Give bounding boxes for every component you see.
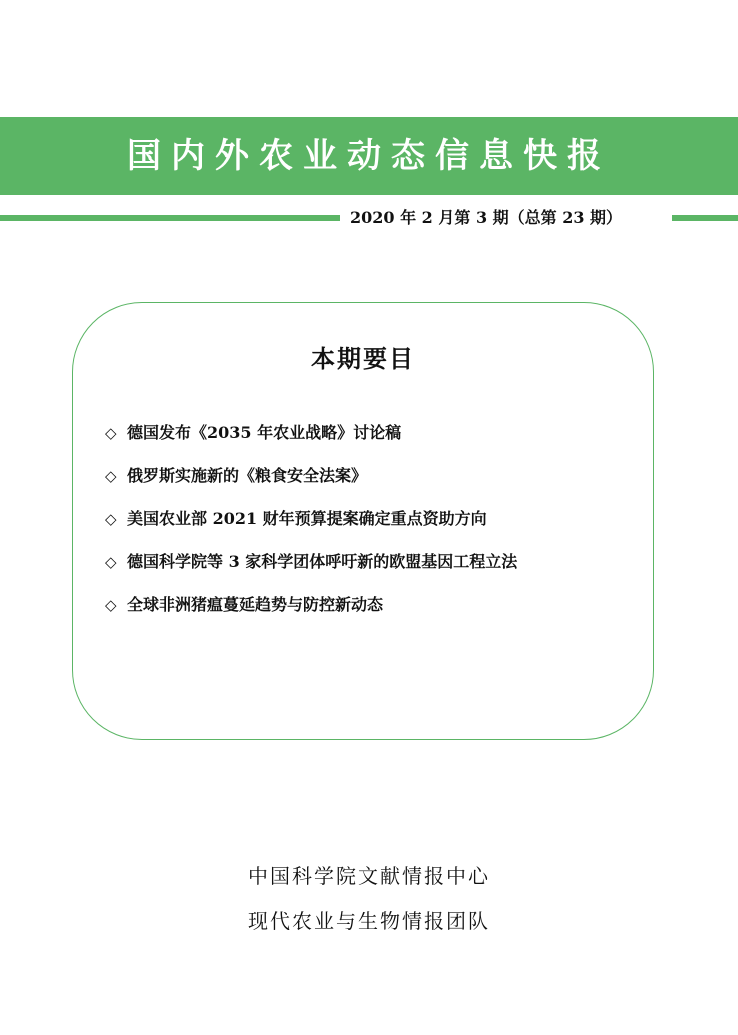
diamond-outline-icon: ◇ [105, 596, 117, 614]
summary-item [105, 550, 625, 593]
title-banner [0, 117, 738, 195]
summary-list [105, 421, 625, 636]
summary-item [105, 464, 625, 507]
summary-item [105, 421, 625, 464]
issue-row [0, 205, 738, 231]
summary-box [72, 302, 654, 740]
issue-divider-right [672, 215, 738, 221]
summary-item-text: 德国科学院等 3 家科学团体呼吁新的欧盟基因工程立法 [127, 552, 518, 571]
summary-heading: 本期要目 [311, 345, 415, 373]
diamond-outline-icon: ◇ [105, 467, 117, 485]
summary-item [105, 507, 625, 550]
summary-item [105, 593, 625, 636]
summary-item-text: 德国发布《2035 年农业战略》讨论稿 [127, 423, 402, 442]
footer-org-primary: 中国科学院文献情报中心 [248, 864, 490, 888]
summary-item-text: 美国农业部 2021 财年预算提案确定重点资助方向 [127, 509, 487, 528]
summary-item-text: 俄罗斯实施新的《粮食安全法案》 [127, 466, 368, 485]
summary-item-text: 全球非洲猪瘟蔓延趋势与防控新动态 [127, 595, 384, 614]
issue-number: 2020 年 2 月第 3 期（总第 23 期） [350, 208, 623, 227]
newsletter-title: 国内外农业动态信息快报 [127, 136, 611, 176]
diamond-outline-icon: ◇ [105, 424, 117, 442]
footer-org-secondary: 现代农业与生物情报团队 [248, 909, 490, 933]
diamond-outline-icon: ◇ [105, 510, 117, 528]
issue-divider-left [0, 215, 340, 221]
diamond-outline-icon: ◇ [105, 553, 117, 571]
